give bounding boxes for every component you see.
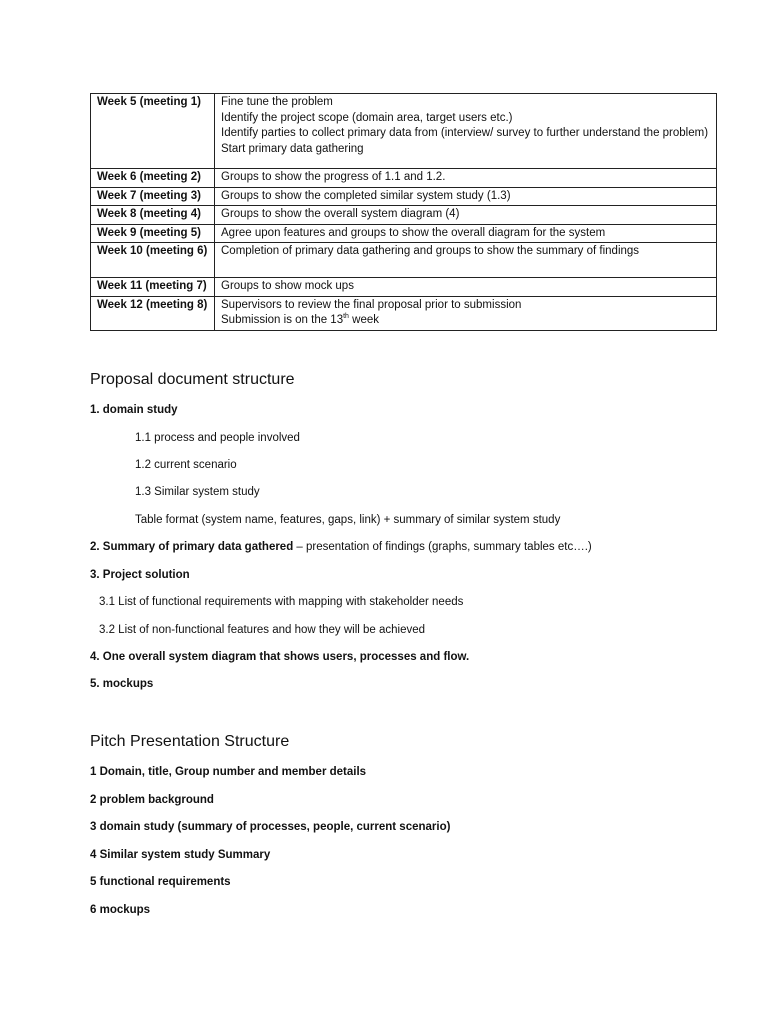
task-line: Fine tune the problem xyxy=(221,96,333,108)
week-cell: Week 11 (meeting 7) xyxy=(91,278,215,297)
table-row xyxy=(91,278,717,297)
meeting-schedule-table xyxy=(90,93,717,331)
week-cell: Week 10 (meeting 6) xyxy=(91,243,215,278)
table-row xyxy=(91,94,717,169)
task-line: Start primary data gathering xyxy=(221,142,364,155)
week-cell: Week 8 (meeting 4) xyxy=(91,206,215,225)
task-cell: Groups to show the progress of 1.1 and 1.2. xyxy=(215,169,717,188)
proposal-item-4: 4. One overall system diagram that shows users, processes and flow. xyxy=(90,651,470,663)
pitch-item: 4 Similar system study Summary xyxy=(90,849,271,861)
task-cell: Completion of primary data gathering and groups to show the summary of findings xyxy=(215,243,717,278)
week-cell: Week 7 (meeting 3) xyxy=(91,187,215,206)
submission-superscript: th xyxy=(343,313,349,321)
proposal-item-2 xyxy=(90,541,592,553)
table-row xyxy=(91,296,717,330)
task-line: Supervisors to review the final proposal prior to submission xyxy=(221,298,522,311)
proposal-item-2-title: 2. Summary of primary data gathered xyxy=(90,541,294,553)
pitch-item: 3 domain study (summary of processes, people, current scenario) xyxy=(90,821,451,833)
proposal-item-5: 5. mockups xyxy=(90,678,154,690)
pitch-item: 2 problem background xyxy=(90,794,214,806)
proposal-subitem-3-2: 3.2 List of non-functional features and how they will be achieved xyxy=(99,624,426,636)
week-cell: Week 12 (meeting 8) xyxy=(91,296,215,330)
proposal-heading: Proposal document structure xyxy=(90,371,295,388)
week-cell: Week 9 (meeting 5) xyxy=(91,224,215,243)
task-cell xyxy=(215,94,717,169)
task-cell: Groups to show the overall system diagram (4) xyxy=(215,206,717,225)
proposal-item-2-desc: – presentation of findings (graphs, summary tables etc….) xyxy=(293,541,592,553)
pitch-item: 6 mockups xyxy=(90,904,151,916)
submission-text: Submission is on the 13 xyxy=(221,314,344,326)
proposal-item-3: 3. Project solution xyxy=(90,569,190,581)
pitch-item: 1 Domain, title, Group number and member details xyxy=(90,766,367,778)
proposal-subitem-1-2: 1.2 current scenario xyxy=(135,459,237,471)
task-line: Identify parties to collect primary data from (interview/ survey to further understand the problem) xyxy=(221,127,709,139)
table-row xyxy=(91,243,717,278)
table-row xyxy=(91,169,717,188)
table-row xyxy=(91,206,717,225)
proposal-subitem-3-1: 3.1 List of functional requirements with mapping with stakeholder needs xyxy=(99,596,464,608)
proposal-subitem-1-3: 1.3 Similar system study xyxy=(135,486,260,498)
week-cell: Week 6 (meeting 2) xyxy=(91,169,215,188)
proposal-table-format: Table format (system name, features, gaps, link) + summary of similar system study xyxy=(135,514,561,526)
task-cell: Groups to show mock ups xyxy=(215,278,717,297)
task-cell: Groups to show the completed similar system study (1.3) xyxy=(215,187,717,206)
proposal-item-1: 1. domain study xyxy=(90,404,178,416)
pitch-item: 5 functional requirements xyxy=(90,876,231,888)
task-cell: Agree upon features and groups to show the overall diagram for the system xyxy=(215,224,717,243)
submission-suffix: week xyxy=(348,314,379,326)
table-row xyxy=(91,224,717,243)
task-line: Identify the project scope (domain area, target users etc.) xyxy=(221,111,513,124)
table-row xyxy=(91,187,717,206)
pitch-heading: Pitch Presentation Structure xyxy=(90,733,290,750)
week-cell: Week 5 (meeting 1) xyxy=(91,94,215,169)
proposal-subitem-1-1: 1.1 process and people involved xyxy=(135,432,300,444)
task-cell xyxy=(215,296,717,330)
task-line xyxy=(221,313,710,329)
